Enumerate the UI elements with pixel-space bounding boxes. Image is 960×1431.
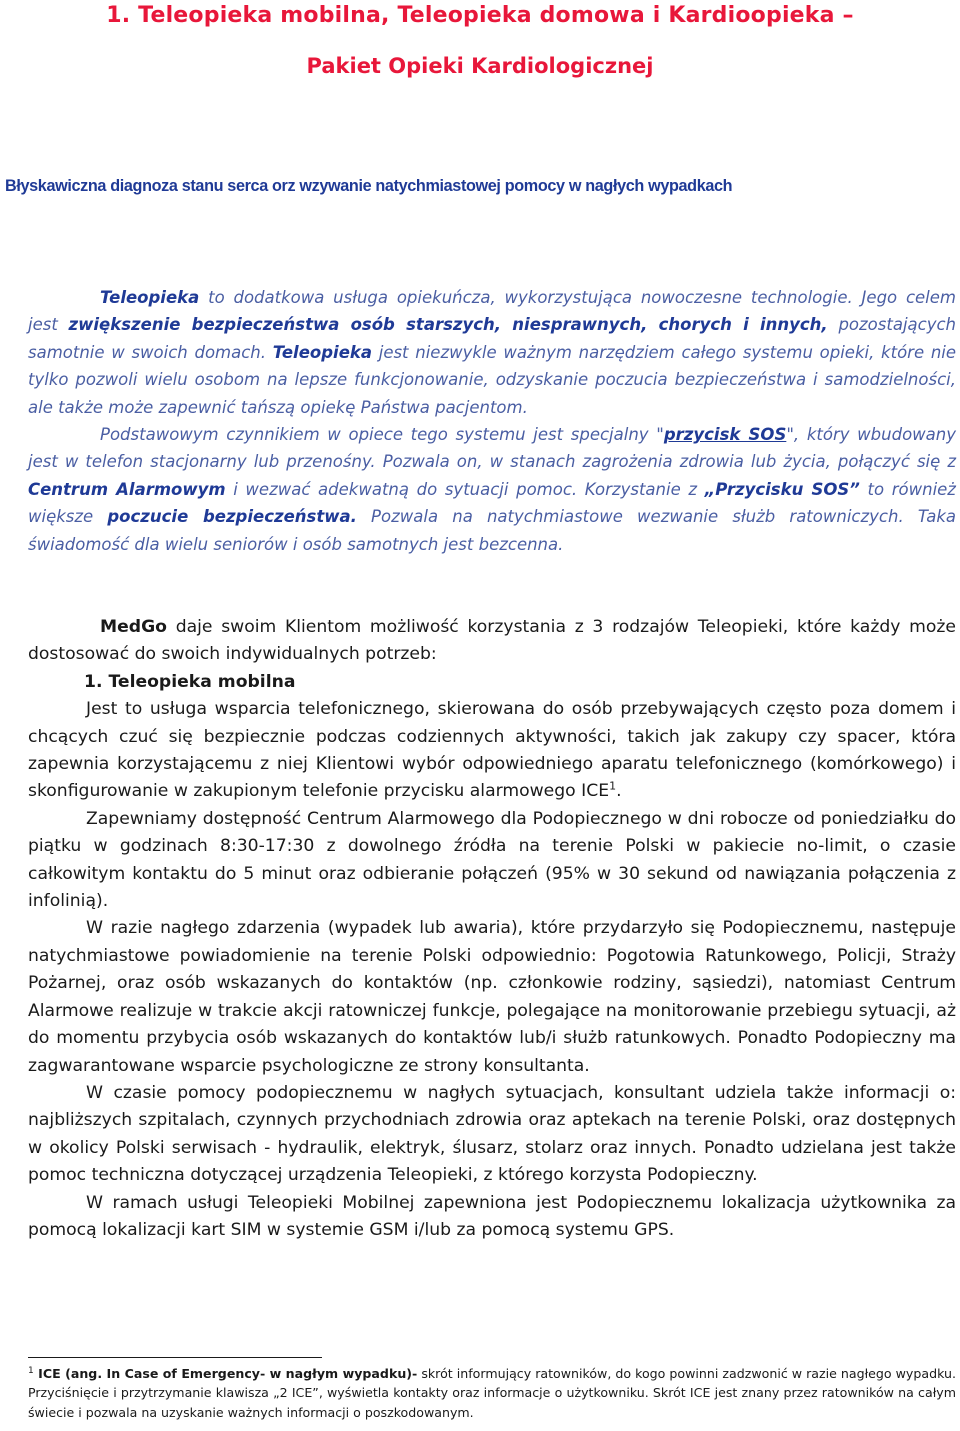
intro-paragraph — [28, 284, 956, 558]
p6-text: W ramach usługi Teleopieki Mobilnej zapewniona jest Podopiecznemu lokalizacja użytkownika za pomocą lokalizacji kart SIM w systemie GSM i/lub za pomocą systemu GPS. — [28, 1192, 956, 1240]
intro-s6: Pozwala on, w stanach zagrożenia zdrowia lub życia, połączyć się z — [375, 452, 956, 472]
intro-s10: Pozwala na natychmiastowe wezwanie służb ratowniczych. — [356, 507, 904, 527]
body-paragraph-4 — [28, 915, 956, 1079]
intro-s11: Taka świadomość dla wielu seniorów i osób samotnych jest bezcenna. — [28, 507, 956, 554]
body-paragraph-3 — [28, 806, 956, 916]
intro-s2: pozostających samotnie w swoich domach. — [28, 315, 957, 362]
body-paragraph-2 — [28, 696, 956, 806]
body-paragraph-6 — [28, 1190, 956, 1245]
footnote-separator — [28, 1357, 322, 1358]
intro-bold1: zwiększenie bezpieczeństwa osób starszych, niesprawnych, chorych i innych, — [68, 315, 828, 335]
document-title-line2: Pakiet Opieki Kardiologicznej — [306, 54, 654, 78]
footnote — [28, 1364, 956, 1422]
intro-s3: jest niezwykle ważnym narzędziem całego systemu opieki, które nie tylko pozwoli wielu osobom na lepsze funkcjonowanie, odzyskanie poczucia bezpieczeństwa i samodzielności, ale także może zapewnić tańszą opiekę Państwa pacjentom. — [28, 342, 957, 417]
intro-s1: to dodatkowa usługa opiekuńcza, wykorzystująca nowoczesne technologie. Jego celem jest — [28, 288, 956, 335]
p5-text: W czasie pomocy podopiecznemu w nagłych sytuacjach, konsultant udziela także informacji o: najbliższych szpitalach, czynnych przychodniach zdrowia oraz aptekach na terenie Polski, oraz dostępnych w okolicy Polski serwisach - hydraulik, elektryk, ślusarz, stolarz oraz innych. Ponadto udzielana jest także pomoc techniczna dotyczącej urządzenia Teleopieki, z którego korzysta Podopieczny. — [28, 1082, 956, 1186]
intro-teleopieka2: Teleopieka — [272, 342, 373, 362]
brand-medgo: MedGo — [100, 617, 167, 637]
body-text — [28, 614, 956, 1244]
tagline: Błyskawiczna diagnoza stanu serca orz wzywanie natychmiastowej pomocy w nagłych wypadkach — [5, 177, 733, 195]
footnote-marker: 1 — [28, 1365, 34, 1376]
intro-s9: to również większe — [28, 479, 956, 527]
p2-end: . — [616, 781, 622, 802]
intro-sos-button: przycisk SOS — [663, 425, 787, 445]
footnote-bold: ICE (ang. In Case of Emergency- w nagłym wypadku)- — [33, 1366, 418, 1381]
intro-centrum: Centrum Alarmowym — [28, 479, 226, 499]
p3-text: Zapewniamy dostępność Centrum Alarmowego dla Podopiecznego w dni robocze od poniedziałku do piątku w godzinach 8:30-17:30 z dowolnego źródła na terenie Polski w pakiecie no-limit, o czasie całkowitym kontaktu do 5 minut oraz odbieranie połączeń (95% w 30 sekund od nawiązania połączenia z infolinią). — [28, 808, 956, 912]
section-heading-teleopieka-mobilna: 1. Teleopieka mobilna — [84, 671, 296, 692]
p2-text: Jest to usługa wsparcia telefonicznego, skierowana do osób przebywających często poza domem i chcących czuć się bezpiecznie podczas codziennych aktywności, takich jak zakupy czy spacer, która zapewnia korzystającemu z niej Klientowi wybór odpowiedniego aparatu telefonicznego (komórkowego) i skonfigurowanie w zakupionym telefonie przycisku alarmowego ICE — [28, 699, 956, 802]
body-paragraph-5 — [28, 1080, 956, 1190]
p4-text: W razie nagłego zdarzenia (wypadek lub awaria), które przydarzyło się Podopiecznemu, następuje natychmiastowe powiadomienie na terenie Polski odpowiednio: Pogotowia Ratunkowego, Policji, Straży Pożarnej, oraz osób wskazanych do kontaktów (np. członkowie rodziny, sąsiedzi), natomiast Centrum Alarmowe realizuje w trakcie akcji ratowniczej funkcje, polegające na monitorowanie przebiegu sytuacji, aż do momentu przybycia osób wskazanych do kontaktów lub/i służb ratunkowych. Ponadto Podopieczny ma zagwarantowane wsparcie psychologiczne ze strony konsultanta. — [28, 918, 956, 1076]
intro-przycisk-sos: „Przycisku SOS” — [704, 479, 860, 499]
intro-s4: Podstawowym czynnikiem w opiece tego systemu jest specjalny " — [100, 425, 664, 445]
document-title-line1: 1. Teleopieka mobilna, Teleopieka domowa i Kardioopieka – — [106, 3, 854, 28]
intro-teleopieka: Teleopieka — [100, 288, 200, 307]
intro-s8: Korzystanie z — [577, 479, 705, 499]
footnote-ref[interactable]: 1 — [609, 779, 617, 793]
intro-s5: ", który wbudowany jest w telefon stacjonarny lub przenośny. — [28, 425, 956, 472]
body-paragraph-1 — [28, 614, 956, 669]
intro-poczucie: poczucie bezpieczeństwa. — [107, 507, 357, 527]
intro-s7: i wezwać adekwatną do sytuacji pomoc. — [225, 479, 578, 499]
p1-text: daje swoim Klientom możliwość korzystania z 3 rodzajów Teleopieki, które każdy może dostosować do swoich indywidualnych potrzeb: — [28, 617, 956, 665]
footnote-text: skrót informujący ratowników, do kogo powinni zadzwonić w razie nagłego wypadku. Przyciśnięcie i przytrzymanie klawisza „2 ICE”, wyświetla kontakty oraz informacje o użytkowniku. Skrót ICE jest znany przez ratowników na całym świecie i pozwala na uzyskanie ważnych informacji o poszkodowanym. — [28, 1366, 956, 1420]
